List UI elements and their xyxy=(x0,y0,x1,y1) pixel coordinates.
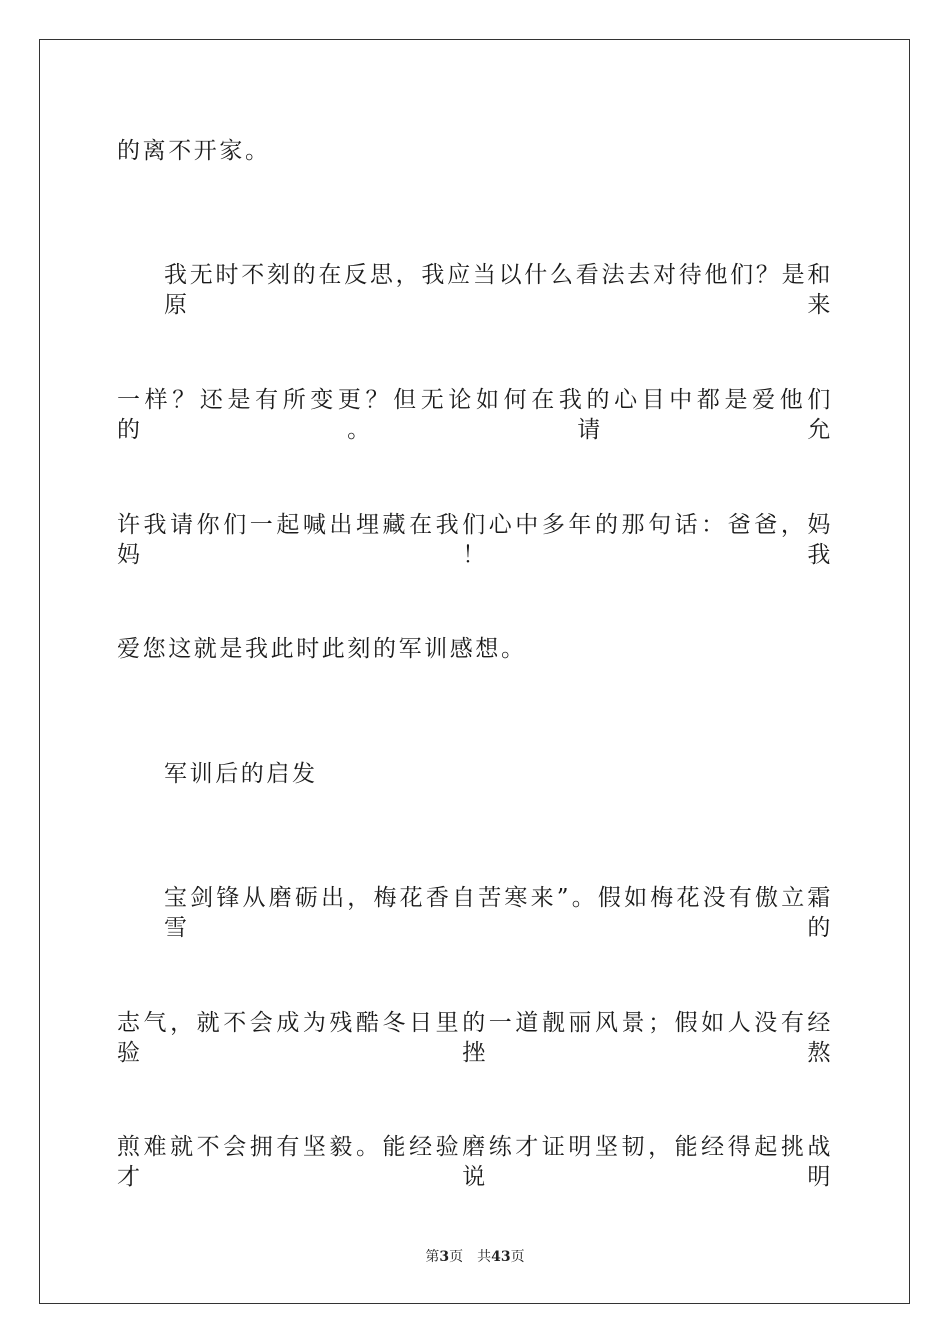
text-line-4: 许我请你们一起喊出埋藏在我们心中多年的那句话：爸爸，妈妈！我 xyxy=(117,512,833,568)
page-suffix: 页 xyxy=(449,1249,464,1265)
page-prefix: 第 xyxy=(425,1249,440,1265)
total-pages: 43 xyxy=(491,1249,511,1265)
page-footer xyxy=(0,1248,950,1266)
text-line-8: 志气，就不会成为残酷冬日里的一道靓丽风景；假如人没有经验挫熬 xyxy=(117,1010,833,1066)
text-line-1: 的离不开家。 xyxy=(117,138,271,164)
total-suffix: 页 xyxy=(510,1249,525,1265)
page-number: 3 xyxy=(439,1249,450,1265)
page-border xyxy=(39,39,910,1304)
text-line-7: 宝剑锋从磨砺出，梅花香自苦寒来”。假如梅花没有傲立霜雪的 xyxy=(164,885,833,941)
text-line-5: 爱您这就是我此时此刻的军训感想。 xyxy=(117,636,527,662)
text-line-9: 煎难就不会拥有坚毅。能经验磨练才证明坚韧，能经得起挑战才说明 xyxy=(117,1134,833,1190)
total-prefix: 共 xyxy=(477,1249,492,1265)
text-line-3: 一样？还是有所变更？但无论如何在我的心目中都是爱他们的。请允 xyxy=(117,387,833,443)
text-line-2: 我无时不刻的在反思，我应当以什么看法去对待他们？是和原来 xyxy=(164,262,833,318)
section-heading: 军训后的启发 xyxy=(164,761,318,787)
